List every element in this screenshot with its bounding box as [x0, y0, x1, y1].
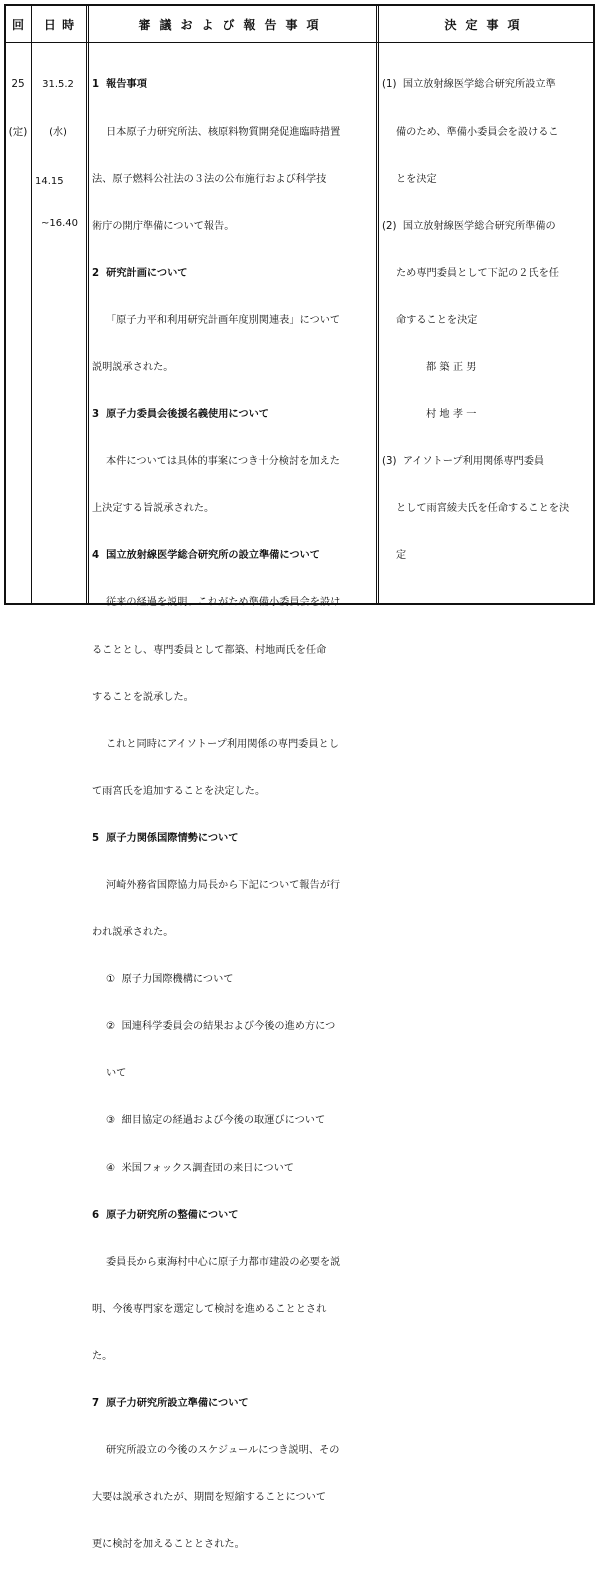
meeting-time-end: ~16.40: [41, 218, 79, 230]
decision-line: として雨宮綾夫氏を任命することを決: [396, 503, 570, 515]
proceedings-line: 更に検討を加えることとされた。: [92, 1539, 245, 1551]
divider-date-proceedings: [86, 6, 89, 603]
proceedings-line: て雨宮氏を追加することを決定した。: [92, 785, 266, 797]
proceedings-line: 法、原子燃料公社法の３法の公布施行および科学技: [92, 173, 327, 185]
proceedings-line: ② 国連科学委員会の結果および今後の進め方につ: [106, 1021, 336, 1033]
header-date: 日 時: [43, 17, 76, 32]
session-number: 25: [11, 78, 25, 91]
session-cell: [6, 46, 30, 172]
proceedings-line: 研究所設立の今後のスケジュールにつき説明、その: [106, 1445, 340, 1457]
proceedings-line: 明、今後専門家を選定して検討を進めることとされ: [92, 1303, 327, 1315]
proceedings-line: 4 国立放射線医学総合研究所の設立準備について: [92, 550, 320, 562]
proceedings-line: 6 原子力研究所の整備について: [92, 1209, 239, 1221]
proceedings-line: いて: [106, 1068, 127, 1080]
proceedings-line: 7 原子力研究所設立準備について: [92, 1398, 249, 1410]
proceedings-line: ③ 細目協定の経過および今後の取運びについて: [106, 1115, 326, 1127]
decision-line: ため専門委員として下記の２氏を任: [396, 267, 559, 279]
proceedings-line: 従来の経過を説明、これがため準備小委員会を設け: [106, 597, 341, 609]
proceedings-line: ④ 米国フォックス調査団の来日について: [106, 1162, 294, 1174]
date-cell: [33, 46, 83, 260]
header-session: 回: [11, 17, 25, 32]
minutes-table: [4, 4, 595, 1551]
proceedings-line: 5 原子力関係国際情勢について: [92, 832, 239, 844]
proceedings-line: 説明説承された。: [92, 361, 174, 373]
divider-session-date: [31, 6, 32, 603]
header-decision: 決定事項: [444, 17, 529, 32]
proceedings-line: これと同時にアイソトープ利用関係の専門委員とし: [106, 738, 339, 750]
proceedings-line: 委員長から東海村中心に原子力都市建設の必要を説: [106, 1256, 341, 1268]
decision-line: (2) 国立放射線医学総合研究所準備の: [382, 220, 556, 232]
proceedings-line: われ説承された。: [92, 927, 174, 939]
meeting-weekday: (水): [49, 126, 67, 138]
proceedings-line: 2 研究計画について: [92, 267, 188, 279]
proceedings-line: 3 原子力委員会後援名義使用について: [92, 409, 269, 421]
meeting-date: 31.5.2: [42, 79, 74, 91]
proceedings-cell: [92, 46, 380, 1584]
proceedings-line: た。: [92, 1350, 113, 1362]
decision-line: 命することを決定: [396, 314, 478, 326]
proceedings-line: 術庁の開庁準備について報告。: [92, 220, 235, 232]
proceedings-line: 本件については具体的事案につき十分検討を加えた: [106, 456, 340, 468]
proceedings-line: 大要は説承されたが、期間を短縮することについて: [92, 1492, 327, 1504]
proceedings-line: 上決定する旨説承された。: [92, 503, 215, 515]
decision-line: 定: [396, 550, 407, 562]
proceedings-line: 日本原子力研究所法、核原料物質開発促進臨時措置: [106, 126, 341, 138]
decisions-cell: [382, 46, 587, 595]
proceedings-line: 「原子力平和利用研究計画年度別関連表」について: [106, 314, 341, 326]
decision-line: (3) アイソトープ利用関係専門委員: [382, 456, 545, 468]
proceedings-line: することを説承した。: [92, 691, 194, 703]
decision-line: とを決定: [396, 173, 437, 185]
header-rule: [6, 42, 593, 43]
proceedings-line: 河崎外務省国際協力局長から下記について報告が行: [106, 880, 341, 891]
meeting-time-start: 14.15: [35, 175, 64, 187]
proceedings-line: 1 報告事項: [92, 79, 147, 91]
proceedings-line: ① 原子力国際機構について: [106, 974, 234, 986]
session-type: (定): [8, 125, 28, 138]
decision-line: 備のため、準備小委員会を設けるこ: [396, 126, 559, 138]
header-proceedings: 審議および報告事項: [138, 17, 328, 32]
decision-member-name: 都 築 正 男: [426, 361, 477, 373]
proceedings-line: ることとし、専門委員として都築、村地両氏を任命: [92, 644, 327, 656]
decision-line: (1) 国立放射線医学総合研究所設立準: [382, 79, 556, 91]
decision-member-name: 村 地 孝 一: [426, 409, 477, 421]
